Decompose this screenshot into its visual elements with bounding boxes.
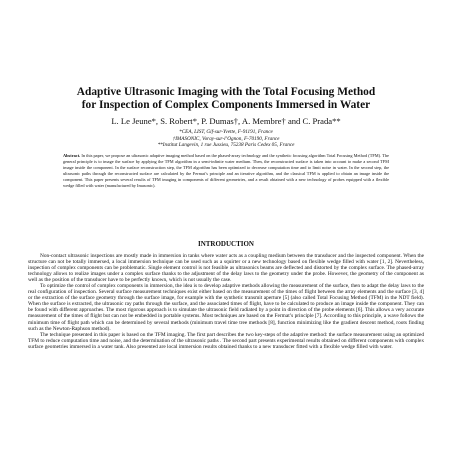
paragraph: The technique presented in this paper is based on the TFM imaging. The first part describes the two key-steps of the adaptive method: the surface measurement using an optimized TFM to reduce computation time and noise, and the determination of the ultrasonic paths . The second part presents experimental results obtained on different components with complex surface geometries immersed in a water tank. Also presented are local immersion results obtained thanks to a new transducer fitted with a flexible wedge filled with water.	[28, 331, 424, 350]
title-line-2: for Inspection of Complex Components Immersed in Water	[81, 98, 371, 111]
paper-title	[20, 86, 432, 111]
section-heading-introduction: INTRODUCTION	[197, 240, 254, 248]
title-line-1: Adaptive Ultrasonic Imaging with the Total Focusing Method	[76, 86, 376, 98]
affiliation-imasonic: †IMASONIC, Voray-sur-l’Ognon, F-70190, France	[172, 135, 280, 142]
abstract	[63, 153, 389, 188]
abstract-text: In this paper, we propose an ultrasonic adaptive imaging method based on the phased-array technology and the synthetic focusing algorithm Total Focusing Method (TFM). The general principle is to image the surface by applying the TFM algorithm in a semi-infinite water medium. Then, the reconstructed surface is taken into account to make a second TFM image inside the component. In the surface reconstruction step, the TFM algorithm has been optimized to decrease computation time and to limit noise in water. In the second step, the ultrasonic paths through the reconstructed surface are calculated by the Fermat’s principle and an iterative algorithm, and the classical TFM is applied to obtain an image inside the component. This paper presents several results of TFM imaging in components of different geometries, and a result obtained with a new technology of probes equipped with a flexible wedge filled with water (manufactured by Imasonic).	[63, 153, 389, 188]
affiliation-cea: *CEA, LIST, Gif-sur-Yvette, F-91191, France	[179, 129, 273, 135]
affiliation-langevin: **Institut Langevin, 1 rue Jussieu, 75238 Paris Cedex 05, France	[157, 142, 295, 149]
affiliations	[20, 129, 432, 149]
introduction-body	[28, 253, 424, 350]
author-list: L. Le Jeune*, S. Robert*, P. Dumas†, A. Membre† and C. Prada**	[111, 116, 341, 126]
abstract-label: Abstract.	[63, 153, 81, 158]
paragraph: To optimize the control of complex components in immersion, the idea is to develop adaptive methods allowing the measurement of the surface, then to adapt the delay laws to the real configuration of inspection. Several surface measurement techniques exist either based on the measurement of the times of flight between the array elements and the surface [3, 4] or the extraction of the surface geometry through the surface image, for example with the synthetic transmit aperture [5] (also called Total Focusing Method (TFM) in the NDT field). When the surface is extracted, the ultrasonic ray paths through the surface, and the associated times of flight, have to be calculated to produce an image inside the component. They can be found with different approaches. The most rigorous approach is to simulate the ultrasonic field radiated by a point in direction of the probe elements [6]. This allows a very accurate measurement of the times of flight but can not be embedded in portable systems. Most techniques are based on the Fermat’s principle [7]. According to this principle, a wave follows the minimum time of flight path which can be determined by several methods (minimum travel time tree methods [8], function minimizing like the gradient descent method, roots finding such as the Newton-Raphson method).	[28, 283, 424, 332]
paragraph: Non-contact ultrasonic inspections are mostly made in immersion in tanks where water acts as a coupling medium between the transducer and the inspected component. When the structure can not be totally immersed, a local immersion technique can be used such as a squirter or a new technology based on flexible wedge filled with water [1, 2]. Nevertheless, inspection of complex components can be problematic. Single element control is not feasible as ultrasonics beams are deflected and distorted by the complex surface. The phased-array technology allows to realize images under a complex surface thanks to the adjustment of the delay laws to the geometry under the probe. However, the geometry of the component as well as the position of the transducer have to be perfectly known, which is not usually the case.	[28, 253, 424, 284]
